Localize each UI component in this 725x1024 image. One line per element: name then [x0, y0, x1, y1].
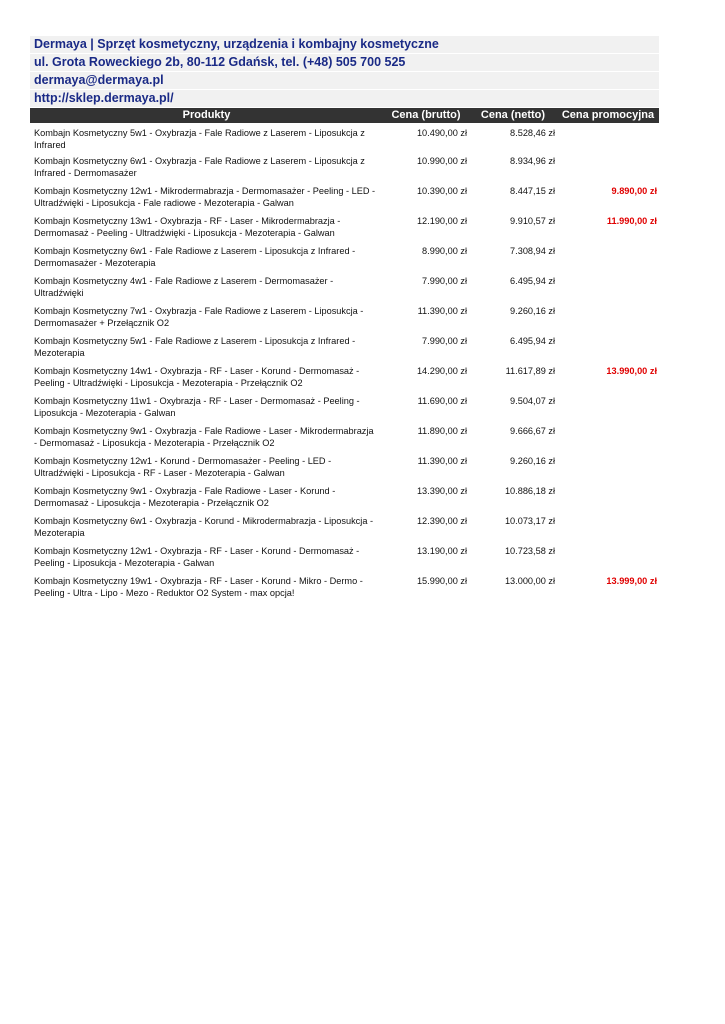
price-gross-cell: 10.490,00 zł [416, 128, 467, 138]
table-row [30, 455, 659, 485]
product-name-cell: Kombajn Kosmetyczny 6w1 - Oxybrazja - Korund - Mikrodermabrazja - Liposukcja - Mezoterapia [34, 516, 374, 538]
product-name-cell: Kombajn Kosmetyczny 6w1 - Fale Radiowe z Laserem - Liposukcja z Infrared - Dermomasażer - Mezoterapia [34, 246, 356, 268]
price-table-body [30, 123, 659, 605]
table-row [30, 305, 659, 335]
price-gross-cell: 10.390,00 zł [416, 186, 467, 196]
price-net-cell: 7.308,94 zł [510, 246, 555, 256]
price-net-cell: 8.447,15 zł [510, 186, 555, 196]
table-row [30, 215, 659, 245]
product-name-cell: Kombajn Kosmetyczny 12w1 - Korund - Dermomasażer - Peeling - LED - Ultradźwięki - Liposukcja - RF - Laser - Mezoterapia - Galwan [34, 456, 332, 478]
price-net-cell: 9.504,07 zł [510, 396, 555, 406]
product-name-cell: Kombajn Kosmetyczny 4w1 - Fale Radiowe z Laserem - Dermomasażer - Ultradźwięki [34, 276, 334, 298]
price-gross-cell: 7.990,00 zł [422, 276, 467, 286]
product-name-cell: Kombajn Kosmetyczny 19w1 - Oxybrazja - RF - Laser - Korund - Mikro - Dermo - Peeling - Ultra - Lipo - Mezo - Reduktor O2 System - max opcja! [34, 576, 363, 598]
price-gross-cell: 11.890,00 zł [417, 426, 467, 436]
price-gross-cell: 14.290,00 zł [416, 366, 467, 376]
price-gross-cell: 10.990,00 zł [416, 156, 467, 166]
promo-price-cell [557, 515, 659, 545]
promo-price-cell: 13.990,00 zł [606, 366, 657, 376]
company-email: dermaya@dermaya.pl [30, 72, 659, 89]
price-gross-cell: 7.990,00 zł [422, 336, 467, 346]
company-address: ul. Grota Roweckiego 2b, 80-112 Gdańsk, tel. (+48) 505 700 525 [30, 54, 659, 71]
price-gross-cell: 11.390,00 zł [417, 456, 467, 466]
price-net-cell: 10.723,58 zł [504, 546, 555, 556]
product-name-cell: Kombajn Kosmetyczny 14w1 - Oxybrazja - RF - Laser - Korund - Dermomasaż - Peeling - Ultradźwięki - Liposukcja - Mezoterapia - Przełącznik O2 [34, 366, 360, 388]
price-gross-cell: 12.390,00 zł [416, 516, 467, 526]
product-name-cell: Kombajn Kosmetyczny 9w1 - Oxybrazja - Fale Radiowe - Laser - Mikrodermabrazja - Dermomasaż - Liposukcja - Mezoterapia - Przełącznik O2 [34, 426, 374, 448]
table-row [30, 123, 659, 155]
table-row [30, 485, 659, 515]
promo-price-cell: 13.999,00 zł [606, 576, 657, 586]
price-gross-cell: 8.990,00 zł [422, 246, 467, 256]
promo-price-cell [557, 425, 659, 455]
product-name-cell: Kombajn Kosmetyczny 13w1 - Oxybrazja - RF - Laser - Mikrodermabrazja - Dermomasaż - Peeling - Ultradźwięki - Liposukcja - Mezoterapia - Galwan [34, 216, 341, 238]
product-name-cell: Kombajn Kosmetyczny 5w1 - Fale Radiowe z Laserem - Liposukcja z Infrared - Mezoterapia [34, 336, 356, 358]
column-header-promo-price: Cena promocyjna [557, 108, 659, 123]
promo-price-cell [557, 485, 659, 515]
price-net-cell: 13.000,00 zł [504, 576, 555, 586]
promo-price-cell [557, 155, 659, 185]
product-name-cell: Kombajn Kosmetyczny 7w1 - Oxybrazja - Fale Radiowe z Laserem - Liposukcja - Dermomasażer + Przełącznik O2 [34, 306, 364, 328]
table-row [30, 185, 659, 215]
column-header-price-gross: Cena (brutto) [383, 108, 469, 123]
price-list-page [30, 36, 659, 605]
table-row [30, 245, 659, 275]
product-name-cell: Kombajn Kosmetyczny 12w1 - Oxybrazja - RF - Laser - Korund - Dermomasaż - Peeling - Liposukcja - Mezoterapia - Galwan [34, 546, 360, 568]
price-gross-cell: 11.390,00 zł [417, 306, 467, 316]
company-website: http://sklep.dermaya.pl/ [30, 90, 659, 107]
promo-price-cell [557, 335, 659, 365]
price-net-cell: 8.528,46 zł [510, 128, 555, 138]
price-gross-cell: 13.390,00 zł [416, 486, 467, 496]
price-net-cell: 9.910,57 zł [510, 216, 555, 226]
price-net-cell: 9.260,16 zł [510, 306, 555, 316]
promo-price-cell [557, 275, 659, 305]
price-net-cell: 10.073,17 zł [504, 516, 555, 526]
price-net-cell: 6.495,94 zł [510, 336, 555, 346]
table-row [30, 545, 659, 575]
promo-price-cell [557, 305, 659, 335]
promo-price-cell [557, 123, 659, 155]
table-row [30, 575, 659, 605]
price-net-cell: 8.934,96 zł [510, 156, 555, 166]
price-net-cell: 9.666,67 zł [510, 426, 555, 436]
promo-price-cell [557, 245, 659, 275]
table-header-row [30, 108, 659, 123]
price-gross-cell: 12.190,00 zł [416, 216, 467, 226]
price-net-cell: 10.886,18 zł [504, 486, 555, 496]
product-name-cell: Kombajn Kosmetyczny 5w1 - Oxybrazja - Fale Radiowe z Laserem - Liposukcja z Infrared [34, 128, 365, 150]
price-net-cell: 11.617,89 zł [505, 366, 555, 376]
product-name-cell: Kombajn Kosmetyczny 6w1 - Oxybrazja - Fale Radiowe z Laserem - Liposukcja z Infrared - Dermomasażer [34, 156, 365, 178]
company-name: Dermaya | Sprzęt kosmetyczny, urządzenia i kombajny kosmetyczne [30, 36, 659, 53]
promo-price-cell [557, 545, 659, 575]
table-row [30, 515, 659, 545]
product-name-cell: Kombajn Kosmetyczny 12w1 - Mikrodermabrazja - Dermomasażer - Peeling - LED - Ultradźwięki - Liposukcja - Fale radiowe - Mezoterapia - Galwan [34, 186, 376, 208]
promo-price-cell: 9.890,00 zł [611, 186, 657, 196]
price-gross-cell: 11.690,00 zł [417, 396, 467, 406]
table-row [30, 425, 659, 455]
table-row [30, 395, 659, 425]
product-name-cell: Kombajn Kosmetyczny 9w1 - Oxybrazja - Fale Radiowe - Laser - Korund - Dermomasaż - Liposukcja - Mezoterapia - Przełącznik O2 [34, 486, 336, 508]
promo-price-cell: 11.990,00 zł [606, 216, 657, 226]
table-row [30, 275, 659, 305]
table-row [30, 335, 659, 365]
promo-price-cell [557, 395, 659, 425]
promo-price-cell [557, 455, 659, 485]
price-gross-cell: 13.190,00 zł [416, 546, 467, 556]
price-net-cell: 6.495,94 zł [510, 276, 555, 286]
price-gross-cell: 15.990,00 zł [416, 576, 467, 586]
column-header-price-net: Cena (netto) [469, 108, 557, 123]
column-header-products: Produkty [30, 108, 383, 123]
product-name-cell: Kombajn Kosmetyczny 11w1 - Oxybrazja - RF - Laser - Dermomasaż - Peeling - Liposukcja - Mezoterapia - Galwan [34, 396, 360, 418]
price-net-cell: 9.260,16 zł [510, 456, 555, 466]
table-row [30, 155, 659, 185]
price-table [30, 108, 659, 605]
table-row [30, 365, 659, 395]
